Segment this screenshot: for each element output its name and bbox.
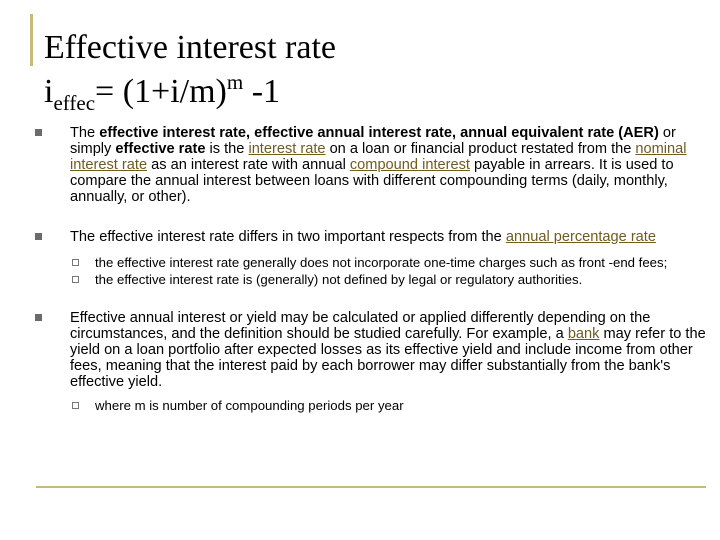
page-title: [44, 26, 336, 114]
text: as an interest rate with annual: [147, 157, 350, 173]
text: Effective annual interest or yield may be calculated or applied differently depending on the circumstances, and the definition should be studied carefully. For example, a: [70, 310, 651, 342]
hollow-square-bullet-icon: [72, 402, 79, 409]
text: the effective interest rate is (generally) not defined by legal or regulatory authorities.: [95, 272, 583, 287]
text: or simply: [70, 125, 676, 157]
bullet-differs-from-apr: [35, 229, 715, 245]
text: The effective interest rate differs in two important respects from the: [70, 229, 506, 245]
square-bullet-icon: [35, 233, 42, 240]
title-accent-bar: [30, 14, 33, 66]
subbullet-m-definition: [35, 398, 715, 413]
bullet-effective-annual-yield: [35, 310, 715, 390]
text: on a loan or financial product restated from the: [325, 141, 636, 157]
bold-term: effective interest rate, effective annual interest rate, annual equivalent rate (AER): [99, 125, 659, 141]
formula-i: i: [44, 73, 54, 110]
bold-term: effective rate: [115, 141, 206, 157]
link-bank[interactable]: bank: [567, 326, 600, 342]
subbullet-one-time-charges: [35, 255, 715, 270]
text: may refer to the yield on a loan portfolio after expected losses as its effective yield and include income from other fees, meaning that the interest paid by each borrower may differ substantially from the bank's effective yield.: [70, 326, 706, 390]
text: payable in arrears. It is used to compare the annual interest between loans with different compounding terms (daily, monthly, annually, or other).: [70, 157, 674, 205]
link-nominal-interest-rate[interactable]: nominal interest rate: [70, 141, 687, 173]
title-line: Effective interest rate: [44, 29, 336, 66]
square-bullet-icon: [35, 129, 42, 136]
bullet-effective-rate-definition: [35, 125, 715, 205]
link-interest-rate[interactable]: interest rate: [248, 141, 326, 157]
subbullet-not-defined-legally: [35, 272, 715, 287]
slide-content: [35, 125, 715, 413]
square-bullet-icon: [35, 314, 42, 321]
formula-body: = (1+i/m): [95, 73, 227, 110]
text: is the: [205, 141, 249, 157]
text: where m is number of compounding periods per year: [95, 398, 404, 413]
formula-subscript: effec: [53, 91, 96, 115]
text: The: [70, 125, 100, 141]
link-annual-percentage-rate[interactable]: annual percentage rate: [505, 229, 656, 245]
formula-exponent: m: [226, 70, 244, 94]
hollow-square-bullet-icon: [72, 259, 79, 266]
formula-tail: -1: [243, 73, 281, 110]
text: the effective interest rate generally does not incorporate one-time charges such as front -end fees;: [95, 255, 668, 270]
title-formula: [44, 70, 336, 114]
footer-divider: [36, 486, 706, 488]
link-compound-interest[interactable]: compound interest: [349, 157, 470, 173]
hollow-square-bullet-icon: [72, 276, 79, 283]
